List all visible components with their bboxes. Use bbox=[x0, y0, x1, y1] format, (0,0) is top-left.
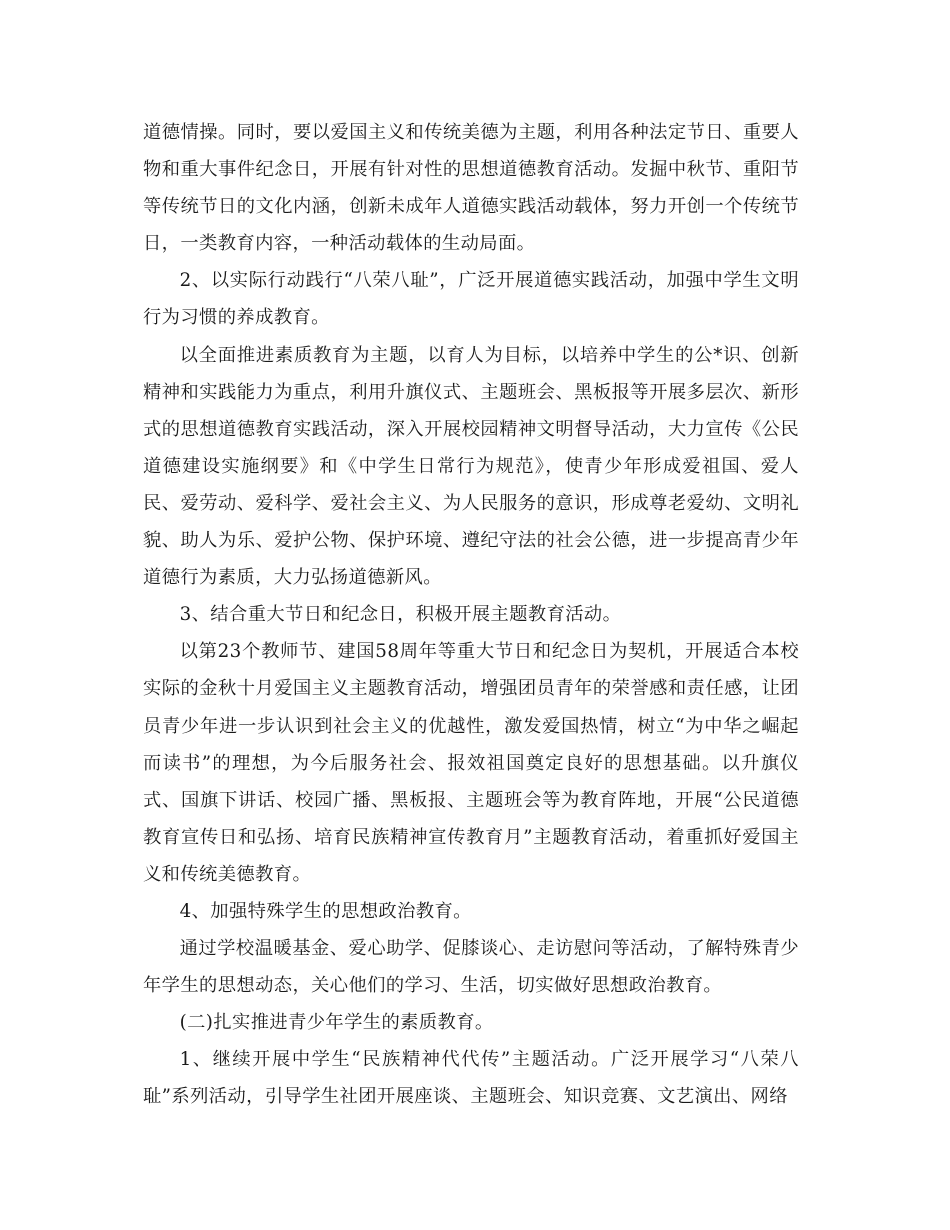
paragraph-item-3-heading: 3、结合重大节日和纪念日，积极开展主题教育活动。 bbox=[179, 604, 622, 626]
paragraph-special-students: 通过学校温暖基金、爱心助学、促膝谈心、走访慰问等活动，了解特殊青少年学生的思想动态，关心他们的学习、生活，切实做好思想政治教育。 bbox=[143, 938, 799, 997]
paragraph-quality-education: 以全面推进素质教育为主题，以育人为目标，以培养中学生的公*识、创新精神和实践能力为重点，利用升旗仪式、主题班会、黑板报等开展多层次、新形式的思想道德教育实践活动，深入开展校园精神文明督导活动，大力宣传《公民道德建设实施纲要》和《中学生日常行为规范》，使青少年形成爱祖国、爱人民、爱劳动、爱科学、爱社会主义、为人民服务的意识，形成尊老爱幼、文明礼貌、助人为乐、爱护公物、保护环境、遵纪守法的社会公德，进一步提高青少年道德行为素质，大力弘扬道德新风。 bbox=[143, 344, 799, 589]
paragraph-item-2-heading: 2、以实际行动践行“八荣八耻”，广泛开展道德实践活动，加强中学生文明行为习惯的养成教育。 bbox=[143, 270, 799, 329]
paragraph-moral-sentiment-continuation: 道德情操。同时，要以爱国主义和传统美德为主题，利用各种法定节日、重要人物和重大事件纪念日，开展有针对性的思想道德教育活动。发掘中秋节、重阳节等传统节日的文化内涵，创新未成年人道德实践活动载体，努力开创一个传统节日，一类教育内容，一种活动载体的生动局面。 bbox=[143, 122, 799, 255]
paragraph-item-4-heading: 4、加强特殊学生的思想政治教育。 bbox=[179, 900, 472, 922]
paragraph-section-2-heading: (二)扎实推进青少年学生的素质教育。 bbox=[179, 1012, 494, 1034]
document-body bbox=[143, 114, 799, 1116]
paragraph-teachers-day: 以第23个教师节、建国58周年等重大节日和纪念日为契机，开展适合本校实际的金秋十月爱国主义主题教育活动，增强团员青年的荣誉感和责任感，让团员青少年进一步认识到社会主义的优越性，激发爱国热情，树立“为中华之崛起而读书”的理想，为今后服务社会、报效祖国奠定良好的思想基础。以升旗仪式、国旗下讲话、校园广播、黑板报、主题班会等为教育阵地，开展“公民道德教育宣传日和弘扬、培育民族精神宣传教育月”主题教育活动，着重抓好爱国主义和传统美德教育。 bbox=[143, 641, 799, 885]
paragraph-national-spirit: 1、继续开展中学生“民族精神代代传”主题活动。广泛开展学习“八荣八耻”系列活动，引导学生社团开展座谈、主题班会、知识竞赛、文艺演出、网络 bbox=[143, 1049, 799, 1108]
